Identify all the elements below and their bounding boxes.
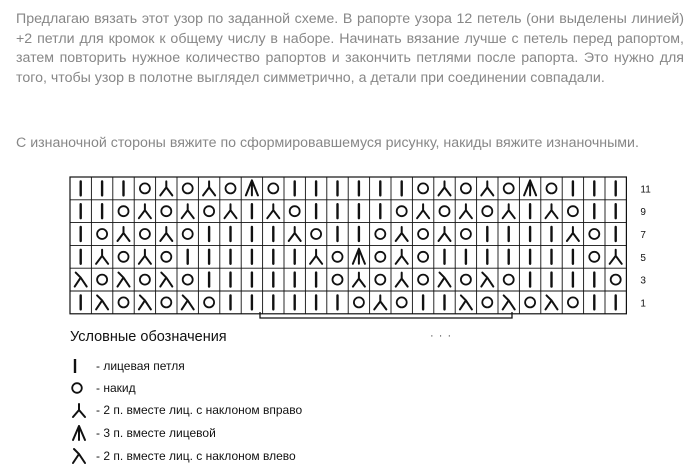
yarn-over-icon (119, 206, 129, 216)
k2tog-right-icon (182, 204, 194, 218)
yarn-over-icon (119, 252, 129, 262)
yarn-over-icon (418, 183, 428, 193)
row-number: 9 (640, 207, 646, 219)
k2tog-left-icon (75, 273, 87, 287)
legend-item-k2tog-left (70, 446, 296, 466)
yarn-over-icon (183, 183, 193, 193)
legend-title: Условные обозначения (70, 329, 227, 345)
yarn-over-icon (504, 183, 514, 193)
row-number: 3 (640, 275, 646, 287)
k2tog-left-icon (96, 295, 108, 309)
yarn-over-icon (204, 206, 214, 216)
k2tog-right-icon (546, 204, 558, 218)
k2tog-right-icon (160, 227, 172, 241)
yarn-over-icon (161, 206, 171, 216)
yarn-over-icon (525, 297, 535, 307)
yarn-over-icon (375, 252, 385, 262)
row-number-labels (640, 184, 651, 309)
yarn-over-icon (547, 183, 557, 193)
k2tog-right-icon (610, 250, 622, 264)
yarn-over-icon (375, 275, 385, 285)
yarn-over-icon (568, 297, 578, 307)
row-number: 5 (640, 252, 646, 264)
yarn-over-icon (333, 275, 343, 285)
k2tog-right-icon (310, 250, 322, 264)
k2tog-right-icon (267, 204, 279, 218)
yarn-over-icon (204, 297, 214, 307)
yarn-over-icon (397, 297, 407, 307)
k2tog-right-icon (70, 400, 96, 420)
yarn-over-icon (589, 229, 599, 239)
legend-dots: · · · (430, 330, 453, 342)
k2tog-right-icon (118, 227, 130, 241)
repeat-bracket (260, 312, 512, 318)
k2tog-left-icon (139, 295, 151, 309)
yarn-over-icon (461, 275, 471, 285)
yarn-over-icon (461, 229, 471, 239)
k2tog-right-icon (396, 227, 408, 241)
intro-paragraph: Предлагаю вязать этот узор по заданной схеме. В рапорте узора 12 петель (они выделены линией) +2 петли для кромок к общему числу в наборе. Начинать вязание лучше с петель перед рапортом, затем повторить нужное количество рапортов и закончить петлями после рапорта. Это нужно для того, чтобы узор в полотне выглядел симметрично, а детали при соединении совпадали. (16, 11, 684, 86)
legend-item-yarn-over (70, 378, 136, 398)
yarn-over-icon (226, 183, 236, 193)
yarn-over-icon (461, 183, 471, 193)
yarn-over-icon (482, 297, 492, 307)
knit-stitch-icon (70, 356, 96, 376)
row-number: 11 (640, 184, 651, 196)
k3tog-icon (353, 249, 365, 264)
legend-label: - лицевая петля (96, 359, 185, 373)
k3tog-icon (246, 180, 258, 195)
k2tog-left-icon (503, 295, 515, 309)
row-number: 1 (640, 298, 646, 310)
yarn-over-icon (568, 206, 578, 216)
yarn-over-icon (97, 275, 107, 285)
k2tog-right-icon (503, 204, 515, 218)
yarn-over-icon (140, 229, 150, 239)
k2tog-left-icon (160, 273, 172, 287)
row-number: 7 (640, 230, 646, 241)
k2tog-right-icon (396, 250, 408, 264)
k2tog-right-icon (396, 273, 408, 287)
k2tog-right-icon (481, 181, 493, 195)
k2tog-right-icon (439, 227, 451, 241)
legend-item-k3tog (70, 423, 216, 443)
yarn-over-icon (375, 229, 385, 239)
k2tog-right-icon (439, 181, 451, 195)
yarn-over-icon (397, 206, 407, 216)
yarn-over-icon (333, 252, 343, 262)
k2tog-right-icon (139, 250, 151, 264)
yarn-over-icon (70, 378, 96, 398)
k2tog-left-icon (182, 295, 194, 309)
yarn-over-icon (183, 275, 193, 285)
yarn-over-icon (354, 297, 364, 307)
yarn-over-icon (418, 252, 428, 262)
yarn-over-icon (140, 275, 150, 285)
yarn-over-icon (183, 229, 193, 239)
k2tog-left-icon (460, 295, 472, 309)
k2tog-left-icon (70, 446, 96, 466)
k2tog-left-icon (546, 295, 558, 309)
k2tog-right-icon (567, 227, 579, 241)
k2tog-right-icon (460, 204, 472, 218)
yarn-over-icon (97, 229, 107, 239)
yarn-over-icon (268, 183, 278, 193)
yarn-over-icon (418, 275, 428, 285)
k2tog-right-icon (139, 204, 151, 218)
k2tog-left-icon (439, 273, 451, 287)
wrong-side-paragraph: С изнаночной стороны вяжите по сформировавшемуся рисунку, накиды вяжите изнаночными. (16, 135, 639, 151)
legend-label: - 2 п. вместе лиц. с наклоном вправо (96, 403, 303, 417)
k2tog-right-icon (374, 295, 386, 309)
k2tog-right-icon (417, 204, 429, 218)
yarn-over-icon (290, 206, 300, 216)
k2tog-right-icon (289, 227, 301, 241)
legend-label: - накид (96, 381, 136, 395)
yarn-over-icon (119, 297, 129, 307)
legend-item-k2tog-right (70, 400, 302, 420)
legend-item-knit (70, 356, 185, 376)
yarn-over-icon (161, 252, 171, 262)
k2tog-left-icon (118, 273, 130, 287)
yarn-over-icon (311, 229, 321, 239)
yarn-over-icon (161, 297, 171, 307)
k2tog-right-icon (353, 273, 365, 287)
k3tog-icon (70, 423, 96, 443)
yarn-over-icon (504, 275, 514, 285)
yarn-over-icon (440, 206, 450, 216)
chart-grid (70, 177, 626, 314)
k2tog-right-icon (160, 181, 172, 195)
yarn-over-icon (482, 206, 492, 216)
k2tog-right-icon (203, 181, 215, 195)
legend-label: - 3 п. вместе лицевой (96, 426, 216, 440)
k2tog-left-icon (481, 273, 493, 287)
k2tog-right-icon (96, 250, 108, 264)
k3tog-icon (524, 180, 536, 195)
yarn-over-icon (140, 183, 150, 193)
yarn-over-icon (589, 252, 599, 262)
k2tog-right-icon (225, 204, 237, 218)
legend-label: - 2 п. вместе лиц. с наклоном влево (96, 449, 296, 463)
yarn-over-icon (611, 275, 621, 285)
yarn-over-icon (418, 229, 428, 239)
